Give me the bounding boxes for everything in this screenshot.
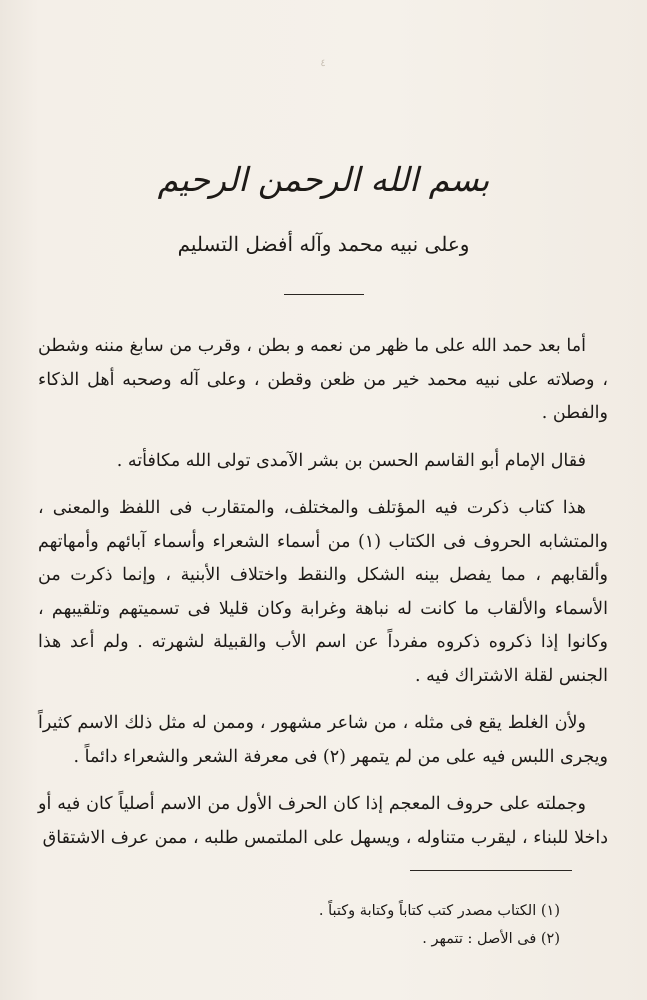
footnote-2: (٢) فى الأصل : تتمهر . — [422, 931, 560, 947]
subtitle-line: وعلى نبيه محمد وآله أفضل التسليم — [177, 232, 470, 256]
basmala-heading: بسم الله الرحمن الرحيم — [157, 160, 490, 199]
paragraph: وجملته على حروف المعجم إذا كان الحرف الأول من الاسم أصلياً كان فيه أو داخلا للبناء ، ليقرب متناوله ، ويسهل على الملتمس طلبه ، ممن عرف الاشتقاق — [38, 794, 608, 848]
footnote-divider — [410, 870, 572, 871]
footnote-1: (١) الكتاب مصدر كتب كتاباً وكتابة وكتباً . — [318, 903, 560, 919]
paragraph: أما بعد حمد الله على ما ظهر من نعمه و بطن ، وقرب من سابغ مننه وشطن ، وصلاته على نبيه محمد خير من ظعن وقطن ، وعلى آله وصحبه أهل الذكاء والفطن . — [38, 336, 608, 423]
paragraph: هذا كتاب ذكرت فيه المؤتلف والمختلف، والمتقارب فى اللفظ والمعنى ، والمتشابه الحروف فى الكتاب (١) من أسماء الشعراء وأسماء آبائهم وأمهاتهم وألقابهم ، مما يفصل بينه الشكل والنقط واختلاف الأبنية ، وإنما ذكرت من الأسماء والألقاب ما كانت له نباهة وغرابة وكان قليلا فى تسميتهم وتلقيبهم ، وكانوا إذا ذكروه ذكروه مفرداً عن اسم الأب والقبيلة لشهرته . ولم أعد هذا الجنس لقلة الاشتراك فيه . — [38, 498, 608, 686]
page-mark: ٤ — [320, 58, 326, 69]
footnotes — [220, 897, 560, 953]
main-text — [38, 330, 608, 848]
paragraph: ولأن الغلط يقع فى مثله ، من شاعر مشهور ، وممن له مثل ذلك الاسم كثيراً ويجرى اللبس فيه على من لم يتمهر (٢) فى معرفة الشعر والشعراء دائماً . — [38, 713, 608, 767]
paragraph: فقال الإمام أبو القاسم الحسن بن بشر الآمدى تولى الله مكافأته . — [116, 450, 586, 471]
top-divider — [284, 294, 364, 295]
